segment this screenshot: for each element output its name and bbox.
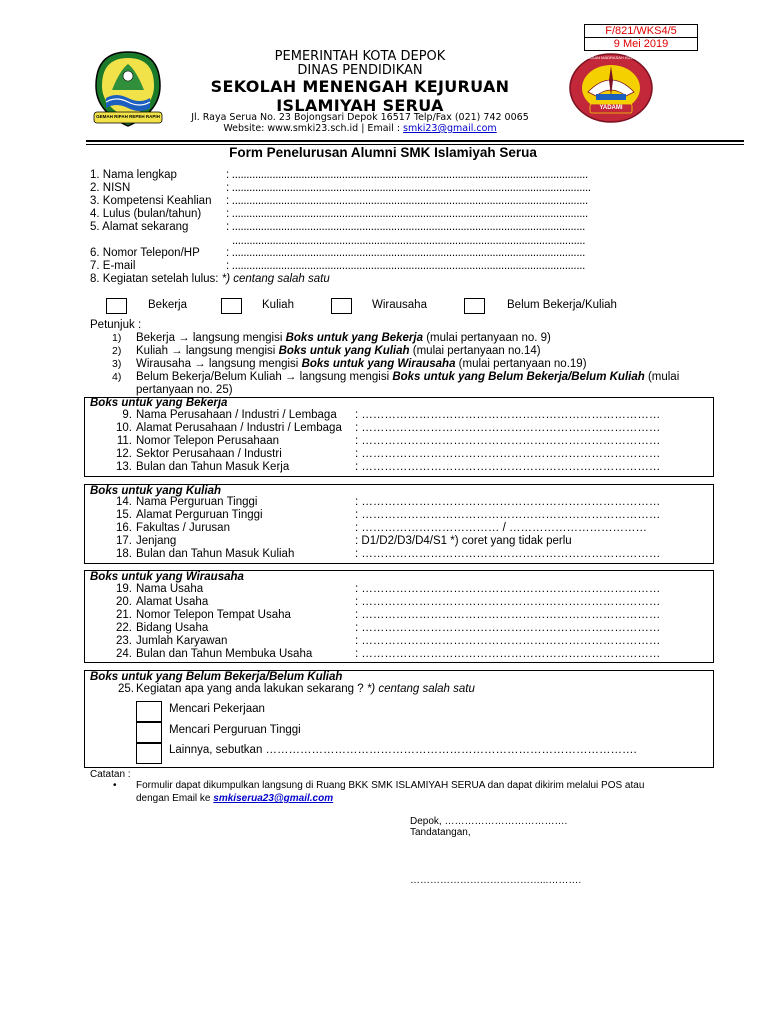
field-fill[interactable]: : ...........................................................................................................................	[226, 208, 588, 220]
field-label: 6. Nomor Telepon/HP	[90, 247, 200, 259]
field-label: 7. E-mail	[90, 260, 136, 272]
question-label: Bulan dan Tahun Masuk Kerja	[136, 461, 290, 473]
field-fill[interactable]: : ...........................................................................................................................	[226, 169, 588, 181]
option-wirausaha-label: Wirausaha	[372, 299, 427, 311]
header-government: PEMERINTAH KOTA DEPOK	[274, 49, 446, 64]
notes-bullet: •	[113, 780, 117, 791]
instruction-number: 2)	[112, 345, 122, 357]
choice-lainnya: Lainnya, sebutkan …………………………………………………………………………………….	[169, 744, 637, 756]
answer-fill[interactable]: : ……………………………… / ………………………………	[355, 522, 647, 534]
checkbox-belum-bekerja-kuliah[interactable]	[464, 298, 485, 314]
field-label: 4. Lulus (bulan/tahun)	[90, 208, 202, 220]
question-label: Nama Perusahaan / Industri / Lembaga	[136, 409, 337, 421]
answer-fill[interactable]: : ……………………………………………………………………	[355, 548, 661, 560]
question-number: 16.	[116, 522, 132, 534]
field-label: 2. NISN	[90, 182, 131, 194]
question-number: 23.	[116, 635, 132, 647]
header-department: DINAS PENDIDIKAN	[297, 63, 423, 78]
checkbox-kuliah[interactable]	[221, 298, 242, 314]
field-fill[interactable]: : ..........................................................................................................................	[226, 260, 586, 272]
question-number: 10.	[116, 422, 132, 434]
option-kuliah-label: Kuliah	[262, 299, 294, 311]
answer-fill[interactable]: : ……………………………………………………………………	[355, 435, 661, 447]
instruction-item: pertanyaan no. 25)	[136, 384, 233, 396]
choice-mencari-pekerjaan: Mencari Pekerjaan	[169, 703, 265, 715]
notes-line-1: Formulir dapat dikumpulkan langsung di Ruang BKK SMK ISLAMIYAH SERUA dan dapat dikirim melalui POS atau	[136, 780, 645, 791]
box-bekerja-title: Boks untuk yang Bekerja	[90, 397, 228, 409]
question-number: 9.	[122, 409, 132, 421]
answer-fill[interactable]: : ……………………………………………………………………	[355, 635, 661, 647]
box-wirausaha-title: Boks untuk yang Wirausaha	[90, 571, 244, 583]
field-fill[interactable]: : ............................................................................................................................	[226, 182, 591, 194]
form-title: Form Penelurusan Alumni SMK Islamiyah Serua	[229, 145, 537, 160]
question-label: Nama Perguruan Tinggi	[136, 496, 258, 508]
question-number: 18.	[116, 548, 132, 560]
answer-fill[interactable]: : ……………………………………………………………………	[355, 409, 661, 421]
question-label: Nomor Telepon Tempat Usaha	[136, 609, 291, 621]
question-number: 14.	[116, 496, 132, 508]
question-number: 19.	[116, 583, 132, 595]
notes-line-2: dengan Email ke smkiserua23@gmail.com	[136, 793, 334, 804]
field-label: 3. Kompetensi Keahlian	[90, 195, 212, 207]
yadami-foundation-logo	[566, 52, 661, 128]
answer-fill[interactable]: : ……………………………………………………………………	[355, 583, 661, 595]
option-bekerja-label: Bekerja	[148, 299, 187, 311]
instruction-number: 4)	[112, 371, 122, 383]
answer-fill[interactable]: : ……………………………………………………………………	[355, 596, 661, 608]
question-label: Bulan dan Tahun Masuk Kuliah	[136, 548, 295, 560]
header-website-line	[175, 123, 545, 135]
field-fill[interactable]: : ...........................................................................................................................	[226, 195, 588, 207]
notes-email-link[interactable]: smkiserua23@gmail.com	[213, 793, 334, 804]
box-kuliah-title: Boks untuk yang Kuliah	[90, 485, 221, 497]
question-label: Sektor Perusahaan / Industri	[136, 448, 282, 460]
choice-mencari-perguruan-tinggi: Mencari Perguruan Tinggi	[169, 724, 301, 736]
signature-label: Tandatangan,	[410, 827, 471, 838]
question-number: 17.	[116, 535, 132, 547]
document-code-box	[584, 24, 698, 51]
answer-fill[interactable]: : ……………………………………………………………………	[355, 622, 661, 634]
question-25: Kegiatan apa yang anda lakukan sekarang ? *) centang salah satu	[136, 683, 475, 695]
address-continuation-fill[interactable]: ..........................................................................................................................	[232, 235, 586, 247]
checkbox-mencari-pekerjaan[interactable]	[136, 701, 162, 722]
answer-fill[interactable]: : ……………………………………………………………………	[355, 422, 661, 434]
instruction-number: 3)	[112, 358, 122, 370]
instruction-item: Wirausaha → langsung mengisi Boks untuk yang Wirausaha (mulai pertanyaan no.19)	[136, 358, 587, 370]
answer-fill[interactable]: : ……………………………………………………………………	[355, 648, 661, 660]
document-date: 9 Mei 2019	[613, 38, 669, 50]
question-number: 20.	[116, 596, 132, 608]
question-number: 11.	[116, 435, 132, 447]
answer-fill[interactable]: : ……………………………………………………………………	[355, 448, 661, 460]
checkbox-wirausaha[interactable]	[331, 298, 352, 314]
answer-fill[interactable]: : D1/D2/D3/D4/S1 *) coret yang tidak perlu	[355, 535, 572, 547]
instruction-item: Belum Bekerja/Belum Kuliah → langsung mengisi Boks untuk yang Belum Bekerja/Belum Kuliah (mulai	[136, 371, 680, 383]
answer-fill[interactable]: : ……………………………………………………………………	[355, 609, 661, 621]
activity-question: 8. Kegiatan setelah lulus: *) centang salah satu	[90, 273, 330, 285]
yadami-logo-badge: YADAMI	[599, 105, 623, 111]
signature-place-date: Depok, ……………………………….	[410, 816, 568, 827]
answer-fill[interactable]: : ……………………………………………………………………	[355, 509, 661, 521]
header-website: Website: www.smki23.sch.id | Email :	[223, 123, 404, 134]
notes-title: Catatan :	[90, 769, 131, 780]
header-address: Jl. Raya Serua No. 23 Bojongsari Depok 16517 Telp/Fax (021) 742 0065	[191, 112, 529, 123]
activity-note: *) centang salah satu	[221, 273, 330, 285]
question-label: Alamat Perusahaan / Industri / Lembaga	[136, 422, 342, 434]
question-label: Nomor Telepon Perusahaan	[136, 435, 279, 447]
yadami-logo-ring-text: YAYASAN MADRASAH ISLAMIYAH SERUA	[582, 55, 661, 60]
question-label: Fakultas / Jurusan	[136, 522, 230, 534]
instruction-number: 1)	[112, 332, 122, 344]
question-label: Alamat Usaha	[136, 596, 209, 608]
question-25-number: 25.	[118, 683, 134, 695]
checkbox-lainnya[interactable]	[136, 743, 162, 764]
field-label: 5. Alamat sekarang	[90, 221, 189, 233]
question-number: 22.	[116, 622, 132, 634]
header-school-type: SEKOLAH MENENGAH KEJURUAN	[210, 77, 510, 96]
question-number: 24.	[116, 648, 132, 660]
field-fill[interactable]: : ..........................................................................................................................	[226, 247, 586, 259]
instructions-title: Petunjuk :	[90, 319, 142, 331]
question-25-note: *) centang salah satu	[366, 683, 475, 695]
question-label: Bulan dan Tahun Membuka Usaha	[136, 648, 313, 660]
header-school-name: ISLAMIYAH SERUA	[276, 96, 444, 115]
question-label: Jumlah Karyawan	[136, 635, 228, 647]
question-number: 13.	[116, 461, 132, 473]
field-fill[interactable]: : ..........................................................................................................................	[226, 221, 586, 233]
field-label: 1. Nama lengkap	[90, 169, 177, 181]
header-email-link[interactable]: smki23@gmail.com	[403, 123, 497, 134]
header-divider-thick	[86, 140, 744, 142]
question-number: 15.	[116, 509, 132, 521]
question-label: Alamat Perguruan Tinggi	[136, 509, 263, 521]
question-label: Nama Usaha	[136, 583, 204, 595]
depok-seal-motto: GEMAH RIPAH REPEH RAPIH	[96, 114, 160, 119]
instruction-item: Kuliah → langsung mengisi Boks untuk yang Kuliah (mulai pertanyaan no.14)	[136, 345, 541, 357]
option-belum-label: Belum Bekerja/Kuliah	[507, 299, 617, 311]
question-number: 12.	[116, 448, 132, 460]
signature-line: …………………………………...……….	[410, 875, 582, 886]
instruction-item: Bekerja → langsung mengisi Boks untuk yang Bekerja (mulai pertanyaan no. 9)	[136, 332, 551, 344]
box-belum-title: Boks untuk yang Belum Bekerja/Belum Kuliah	[90, 671, 343, 683]
question-label: Bidang Usaha	[136, 622, 209, 634]
question-number: 21.	[116, 609, 132, 621]
answer-fill[interactable]: : ……………………………………………………………………	[355, 461, 661, 473]
answer-fill[interactable]: : ……………………………………………………………………	[355, 496, 661, 508]
checkbox-bekerja[interactable]	[106, 298, 127, 314]
question-label: Jenjang	[136, 535, 177, 547]
checkbox-mencari-perguruan-tinggi[interactable]	[136, 722, 162, 743]
document-number: F/821/WKS4/5	[585, 25, 697, 38]
